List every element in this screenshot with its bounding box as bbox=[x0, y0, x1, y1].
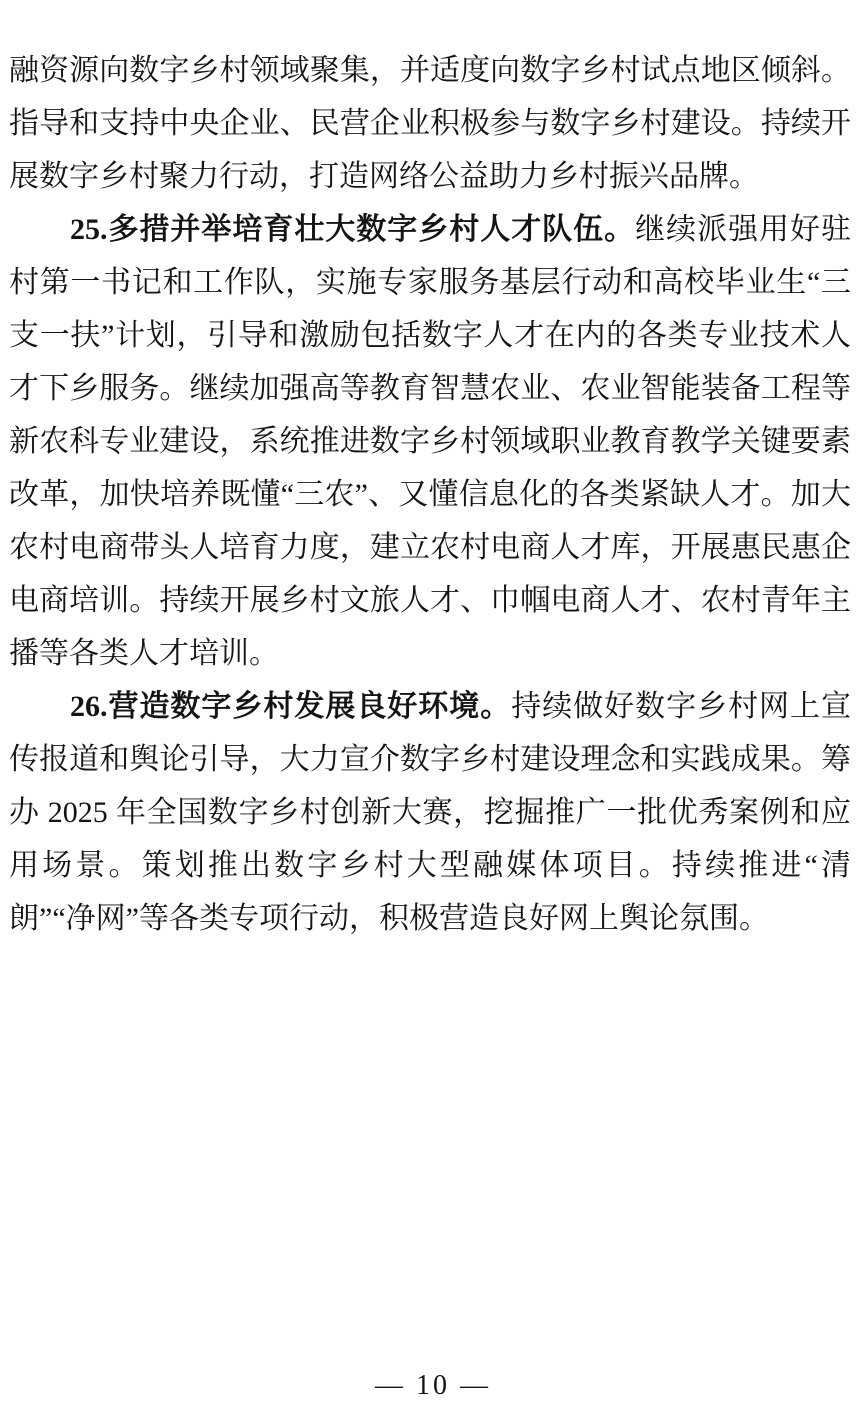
paragraph-item-26 bbox=[9, 680, 851, 945]
document-body bbox=[9, 44, 851, 945]
page-number: — 10 — bbox=[375, 1370, 491, 1401]
paragraph-heading: 25.多措并举培育壮大数字乡村人才队伍。 bbox=[70, 213, 636, 246]
paragraph-continuation bbox=[9, 44, 851, 203]
paragraph-item-25 bbox=[9, 203, 851, 680]
paragraph-heading: 26.营造数字乡村发展良好环境。 bbox=[70, 690, 512, 723]
paragraph-text: 继续派强用好驻村第一书记和工作队，实施专家服务基层行动和高校毕业生“三支一扶”计划，引导和激励包括数字人才在内的各类专业技术人才下乡服务。继续加强高等教育智慧农业、农业智能装备工程等新农科专业建设，系统推进数字乡村领域职业教育教学关键要素改革，加快培养既懂“三农”、又懂信息化的各类紧缺人才。加大农村电商带头人培育力度，建立农村电商人才库，开展惠民惠企电商培训。持续开展乡村文旅人才、巾帼电商人才、农村青年主播等各类人才培训。 bbox=[9, 213, 851, 670]
paragraph-text: 持续做好数字乡村网上宣传报道和舆论引导，大力宣介数字乡村建设理念和实践成果。筹办 2025 年全国数字乡村创新大赛，挖掘推广一批优秀案例和应用场景。策划推出数字乡村大型融媒体项目。持续推进“清朗”“净网”等各类专项行动，积极营造良好网上舆论氛围。 bbox=[9, 690, 852, 935]
paragraph-text: 融资源向数字乡村领域聚集，并适度向数字乡村试点地区倾斜。指导和支持中央企业、民营企业积极参与数字乡村建设。持续开展数字乡村聚力行动，打造网络公益助力乡村振兴品牌。 bbox=[9, 54, 851, 193]
